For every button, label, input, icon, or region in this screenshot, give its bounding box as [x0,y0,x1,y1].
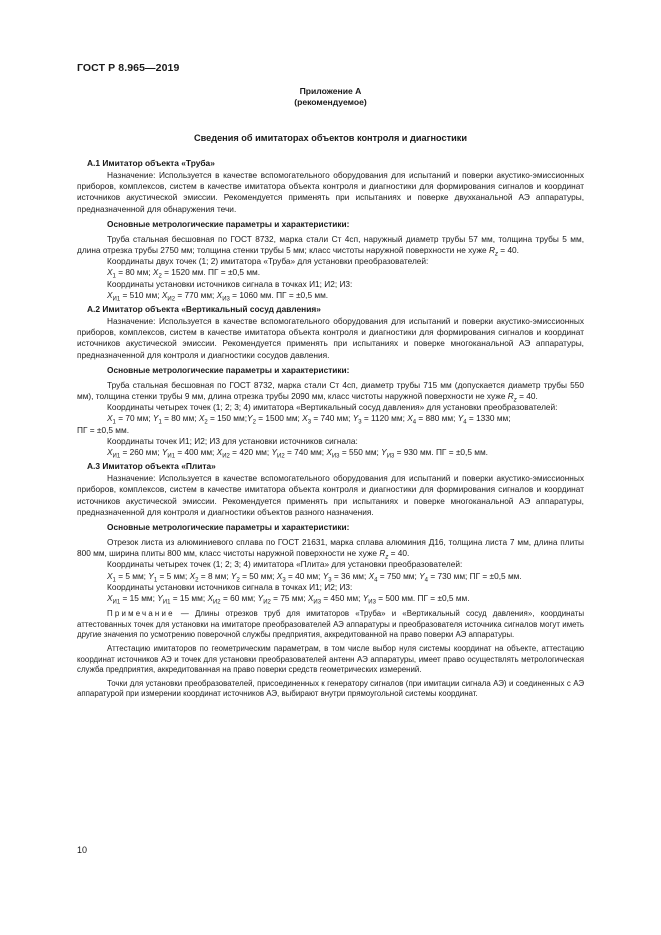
section-a1-purpose: Назначение: Используется в качестве вспомогательного оборудования для испытаний и поверки акустико-эмиссионных приборов, комплексов, систем в качестве имитатора объекта контроля и диагностики для формирования сигналов и координат источников акустической эмиссии. Рекомендуется применять при испытаниях и поверке двухканальной АЭ аппаратуры, предназначенной для обнаружения течи. [77,170,584,214]
section-a3-params-heading: Основные метрологические параметры и характеристики: [107,522,350,533]
section-a3-source-values: $X_{И1} = 15$ мм; $Y_{И1} = 15$ мм; $X_{И2} = 60$ мм; $Y_{И2} = 75$ мм; $X_{И3} = 450$ мм; $Y_{И3} = 500$ мм. ПГ = ±0,5 мм. [107,593,470,606]
section-a3-coords-values: $X_1 = 5$ мм; $Y_1 = 5$ мм; $X_2 = 8$ мм; $Y_2 = 50$ мм; $X_3 = 40$ мм; $Y_3 = 36$ мм; $X_4 = 750$ мм; $Y_4 = 730$ мм; ПГ = ±0,5 мм. [107,570,522,584]
appendix-title: Приложение А [299,86,362,96]
section-a3-coords-label: Координаты четырех точек (1; 2; 3; 4) имитатора «Плита» для установки преобразователей: [107,559,463,570]
section-a1-params-heading: Основные метрологические параметры и характеристики: [107,218,350,229]
section-a2-params-heading: Основные метрологические параметры и характеристики: [107,364,350,375]
standard-header: ГОСТ Р 8.965—2019 [77,62,180,74]
section-a2-coords-label: Координаты четырех точек (1; 2; 3; 4) имитатора «Вертикальный сосуд давления» для установки преобразователей: [107,402,558,413]
section-a1-description: Труба стальная бесшовная по ГОСТ 8732, марка стали Ст 4сп, наружный диаметр трубы 57 мм, толщина трубы 5 мм, длина отрезка трубы 2750 мм; толщина стенки трубы 5 мм; класс чистоты наружной поверхности не хуже $R_z = 40$. [77,233,584,258]
section-a3-heading: А.3 Имитатор объекта «Плита» [87,461,216,472]
page-number: 10 [77,845,88,855]
section-a2-heading: А.2 Имитатор объекта «Вертикальный сосуд давления» [87,304,321,315]
section-a1-source-label: Координаты установки источников сигнала в точках И1; И2; И3: [107,278,353,289]
section-a1-coords-label: Координаты двух точек (1; 2) имитатора «Труба» для установки преобразователей: [107,256,429,267]
page-content [77,86,584,700]
section-a2-purpose: Назначение: Используется в качестве вспомогательного оборудования для испытаний и поверки акустико-эмиссионных приборов, комплексов, систем в качестве имитатора объекта контроля и диагностики для формирования сигналов и координат источников акустической эмиссии. Рекомендуется применять при испытаниях и поверке многоканальной АЭ аппаратуры, предназначенной для контроля и диагностики сосудов давления. [77,316,584,360]
section-a1-coords-values: $X_1 = 80$ мм; $X_2 = 1520$ мм. ПГ = ±0,5 мм. [107,267,261,281]
note-text: Примечание — Длины отрезков труб для имитаторов «Труба» и «Вертикальный сосуд давления», координаты аттестованных точек для установки на имитаторе преобразователей АЭ аппаратуры и преобразователя источника сигналов могут иметь другие значения по усмотрению поверочной службы предприятия, аккредитованной на право поверки АЭ аппаратуры. [77,609,584,640]
section-a3-description: Отрезок листа из алюминиевого сплава по ГОСТ 21631, марка сплава алюминия Д16, толщина листа 7 мм, длина плиты 800 мм, ширина плиты 800 мм, класс чистоты наружной поверхности не хуже $R_z = 40$. [77,537,584,561]
section-a1-heading: А.1 Имитатор объекта «Труба» [87,158,215,168]
note-block [77,609,584,700]
section-a3-purpose: Назначение: Используется в качестве вспомогательного оборудования для испытаний и поверки акустико-эмиссионных приборов, комплексов, систем в качестве имитатора объекта контроля и диагностики для формирования сигналов и координат источников акустической эмиссии. Рекомендуется применять при испытаниях и поверке многоканальной АЭ аппаратуры, предназначенной для контроля и диагностики объектов разного назначения. [77,473,584,517]
note-label: Примечание [107,609,175,619]
closing-paragraph-1: Аттестацию имитаторов по геометрическим параметрам, в том числе выбор нуля системы координат на объекте, аттестацию координат источников АЭ и точек для установки преобразователей антенн АЭ аппаратуры, имеет право осуществлять метрологическая служба предприятия, аккредитованная на право поверки средств геометрических измерений. [77,644,584,675]
section-a2-source-label: Координаты точек И1; И2; И3 для установки источников сигнала: [107,435,358,446]
section-a2-pg: ПГ = ±0,5 мм. [77,424,130,435]
appendix-heading: Сведения об имитаторах объектов контроля и диагностики [193,133,468,143]
section-a3-source-label: Координаты установки источников сигнала в точках И1; И2; И3: [107,581,353,592]
appendix-subtitle: (рекомендуемое) [294,97,367,107]
section-a2-coords-values: $X_1 = 70$ мм; $Y_1 = 80$ мм; $X_2 = 150$ $мм;Y_2 = 1500$ мм; $X_3 = 740$ мм; $Y_3 = 1120$ мм; $X_4 = 880$ мм; $Y_4 = 1330$ мм; [107,413,511,427]
closing-paragraph-2: Точки для установки преобразователей, присоединенных к генератору сигналов (при имитации сигнала АЭ) и соединенных с АЭ аппаратурой при измерении координат источников АЭ, выбирают внутри прямоугольной системы координат. [77,678,584,699]
section-a2-source-values: $X_{И1} = 260$ мм; $Y_{И1} = 400$ мм; $X_{И2} = 420$ мм; $Y_{И2} = 740$ мм; $X_{И3} = 550$ мм; $Y_{И3} = 930$ мм. ПГ = ±0,5 мм. [107,447,488,460]
section-a1-source-values: $X_{И1} = 510$ мм; $X_{И2} = 770$ мм; $X_{И3} = 1060$ мм. ПГ = ±0,5 мм. [107,289,329,303]
section-a2-description: Труба стальная бесшовная по ГОСТ 8732, марка стали Ст 4сп, диаметр трубы 715 мм (допускается диаметр трубы 550 мм), толщина стенки трубы 9 мм, длина отрезка трубы 2090 мм, класс чистоты наружной поверхности не хуже $R_z = 40$. [77,379,584,404]
